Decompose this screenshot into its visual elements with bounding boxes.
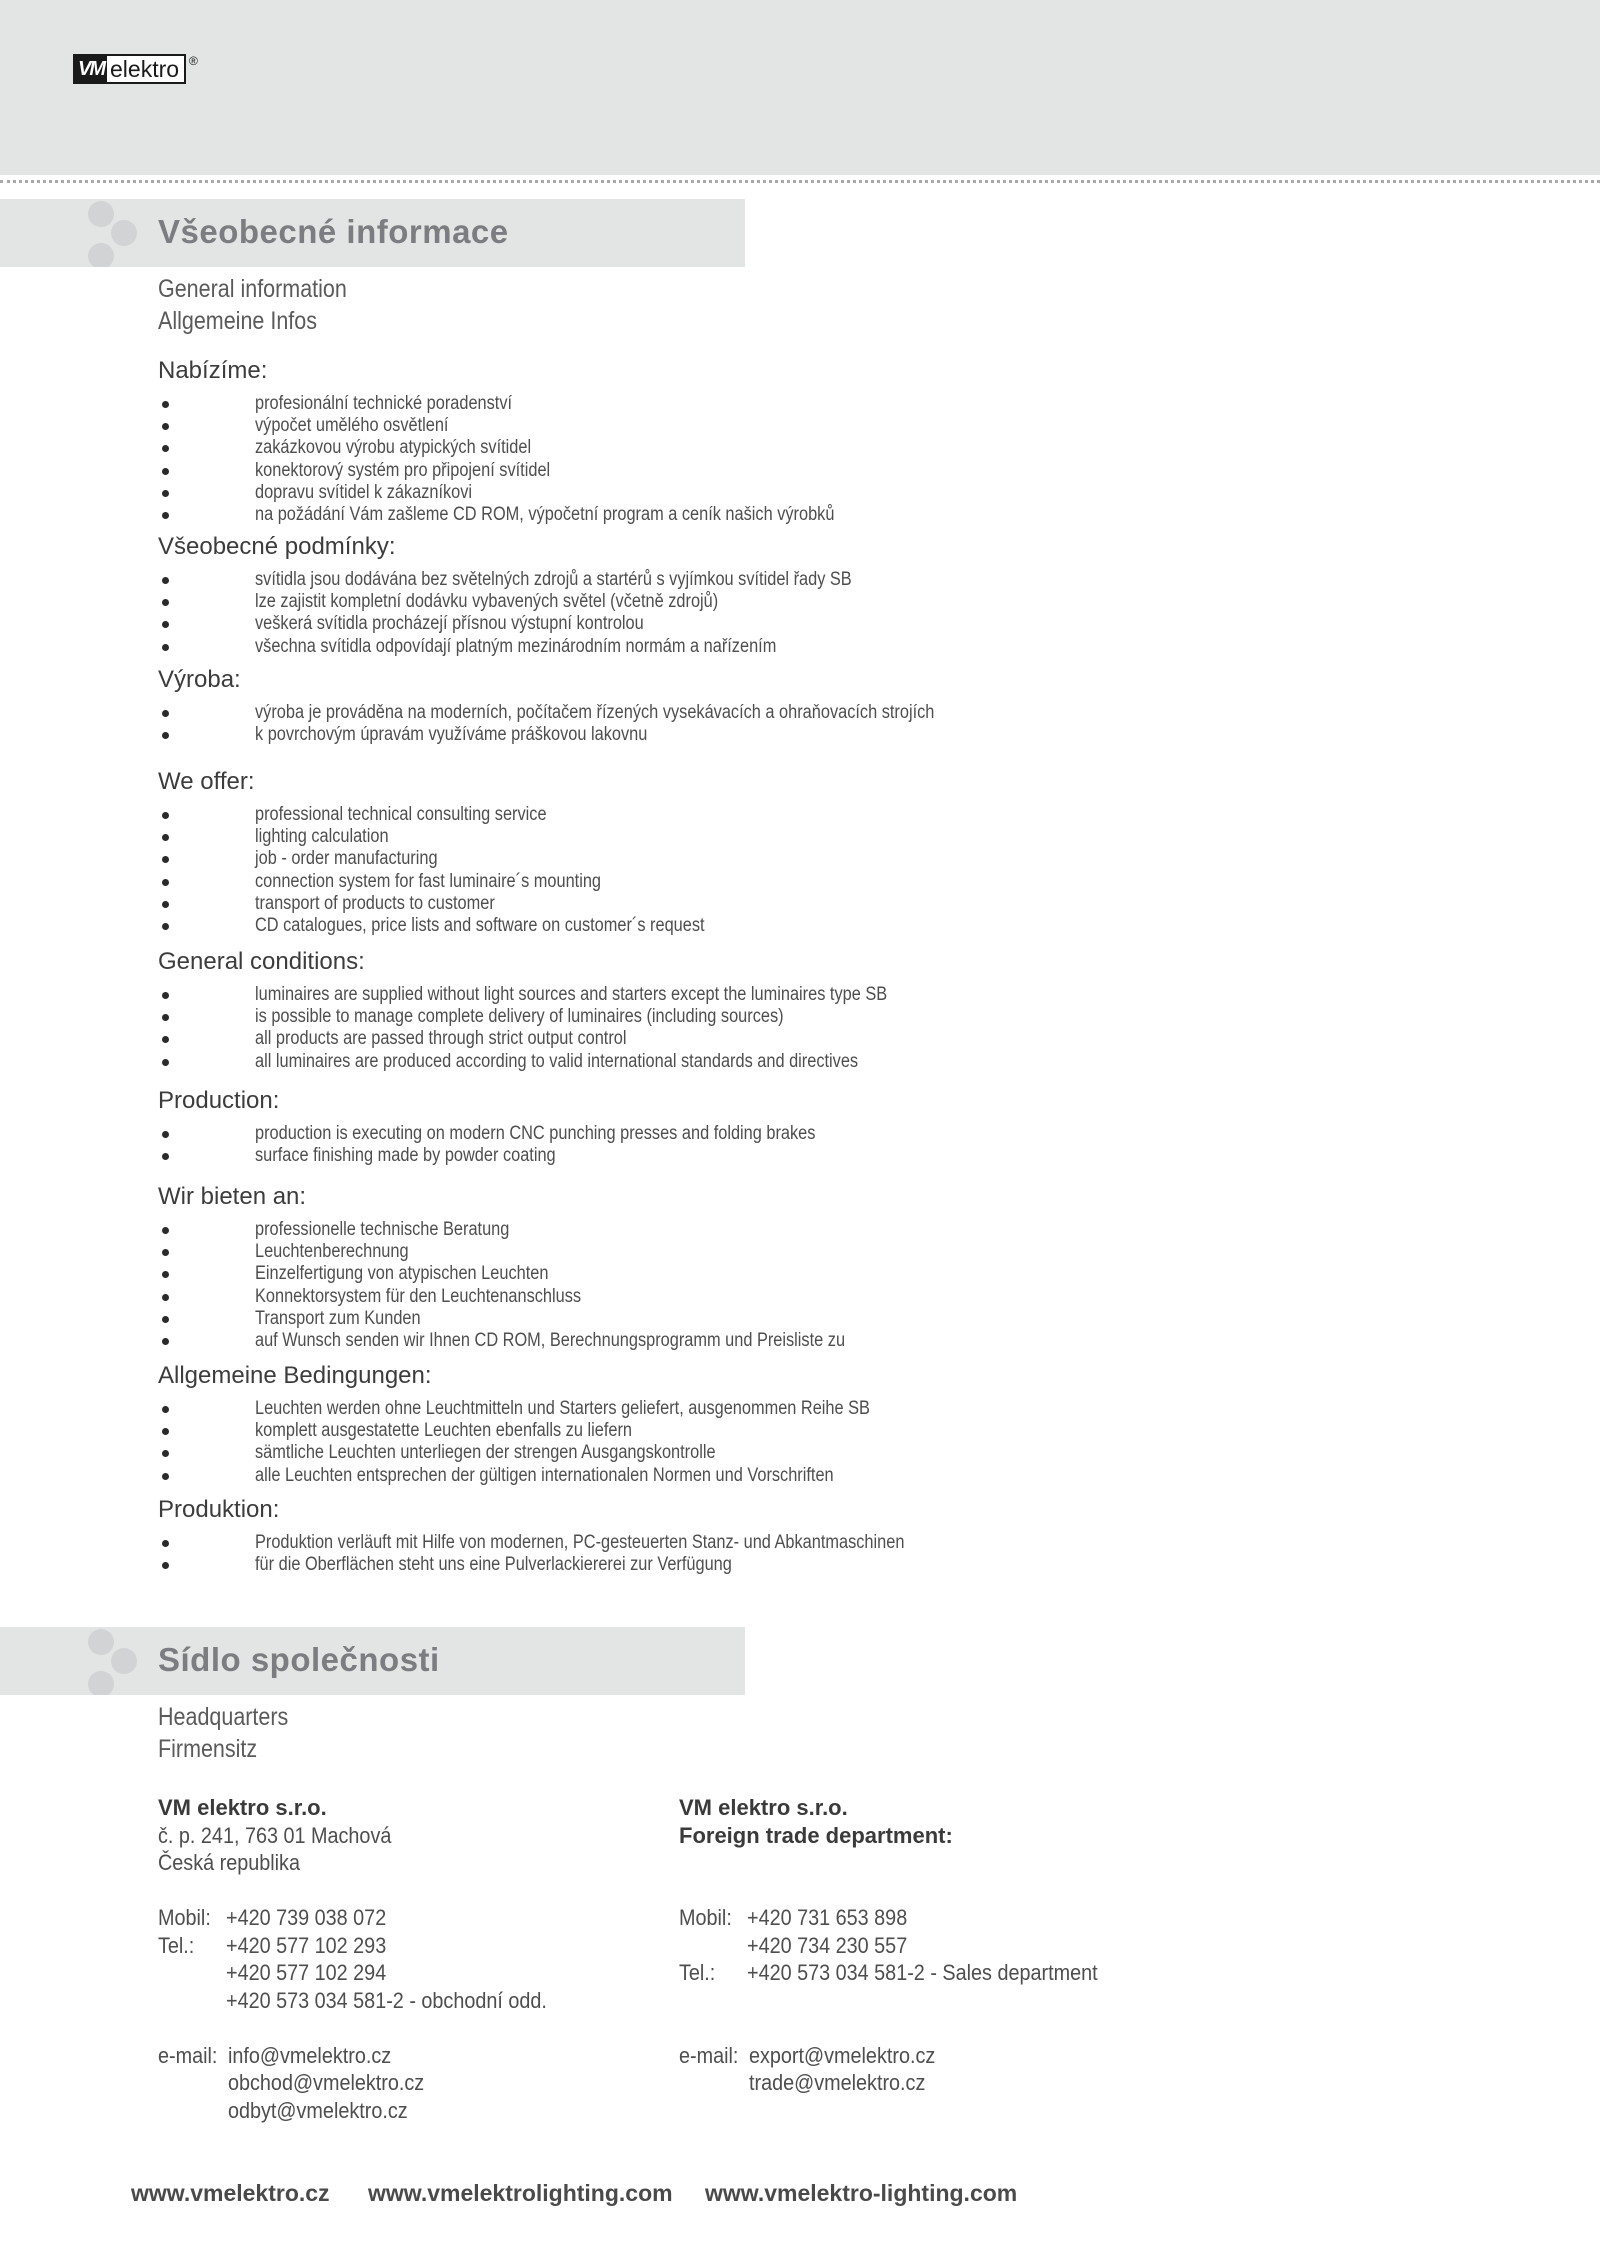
section-title-headquarters: Sídlo společnosti: [158, 1641, 440, 1678]
list-item-text: für die Oberflächen steht uns eine Pulverlackiererei zur Verfügung: [255, 1554, 732, 1576]
header-band: [0, 0, 1600, 175]
list-item-text: výroba je prováděna na moderních, počítačem řízených vysekávacích a ohraňovacích strojích: [255, 702, 935, 723]
list-item: [158, 871, 1058, 893]
email-label: e-mail:: [679, 2042, 739, 2068]
list-item: [158, 702, 1058, 724]
bullet-list: [158, 984, 1058, 1073]
email-link[interactable]: odbyt@vmelektro.cz: [228, 2097, 408, 2123]
list-item: [158, 1123, 1058, 1145]
list-item: [158, 1442, 1058, 1464]
street-address: č. p. 241, 763 01 Machová: [158, 1822, 392, 1848]
list-item: [158, 724, 1058, 746]
bullet-icon: [162, 1249, 169, 1256]
section-title-general: Všeobecné informace: [158, 213, 509, 250]
section-band-headquarters: [0, 1627, 745, 1695]
bullet-icon: [162, 599, 169, 606]
list-item-text: CD catalogues, price lists and software on customer´s request: [255, 914, 705, 936]
tel-number: +420 577 102 294: [226, 1960, 387, 1985]
bullet-icon: [162, 812, 169, 819]
section-subtitle-de: Allgemeine Infos: [158, 307, 317, 335]
list-item: [158, 504, 1058, 526]
bullet-icon: [162, 1562, 169, 1569]
list-item: [158, 826, 1058, 848]
list-item-text: auf Wunsch senden wir Ihnen CD ROM, Berechnungsprogramm und Preisliste zu: [255, 1329, 846, 1351]
bullet-icon: [162, 1406, 169, 1413]
group-heading: Všeobecné podmínky:: [158, 533, 396, 560]
email-label: e-mail:: [158, 2042, 218, 2068]
list-item-text: all luminaires are produced according to valid international standards and directives: [255, 1050, 859, 1072]
email-link[interactable]: info@vmelektro.cz: [228, 2042, 392, 2068]
list-item-text: connection system for fast luminaire´s mounting: [255, 870, 602, 892]
registered-mark: ®: [189, 54, 198, 68]
section-subtitle-en: General information: [158, 275, 347, 303]
list-item-text: surface finishing made by powder coating: [255, 1145, 556, 1167]
mobil-number: +420 734 230 557: [747, 1932, 908, 1958]
list-item-text: výpočet umělého osvětlení: [255, 415, 449, 437]
bullet-icon: [162, 490, 169, 497]
list-item: [158, 393, 1058, 415]
email-link[interactable]: trade@vmelektro.cz: [749, 2070, 926, 2095]
list-item: [158, 1219, 1058, 1241]
list-item-text: na požádání Vám zašleme CD ROM, výpočetní program a ceník našich výrobků: [255, 503, 835, 525]
bullet-icon: [162, 644, 169, 651]
bullet-icon: [162, 732, 169, 739]
hq-subtitle-en: Headquarters: [158, 1703, 289, 1731]
group-heading: Produktion:: [158, 1496, 280, 1523]
list-item-text: lze zajistit kompletní dodávku vybavených světel (včetně zdrojů): [255, 591, 719, 613]
bullet-list: [158, 393, 1058, 526]
bullet-icon: [162, 901, 169, 908]
logo-mark: VM: [75, 56, 107, 82]
list-item: [158, 1286, 1058, 1308]
bullet-list: [158, 1398, 1058, 1487]
list-item: [158, 482, 1058, 504]
bullet-icon: [162, 1059, 169, 1066]
address-block-foreign: [679, 1794, 1199, 2097]
list-item-text: dopravu svítidel k zákazníkovi: [255, 481, 473, 503]
list-item-text: svítidla jsou dodávána bez světelných zdrojů a startérů s vyjímkou svítidel řady SB: [255, 569, 852, 590]
bullet-icon: [162, 856, 169, 863]
bullet-icon: [162, 879, 169, 886]
bullet-icon: [162, 1473, 169, 1480]
bullet-icon: [162, 1540, 169, 1547]
list-item: [158, 460, 1058, 482]
list-item-text: production is executing on modern CNC punching presses and folding brakes: [255, 1123, 816, 1144]
list-item-text: professional technical consulting service: [255, 804, 547, 825]
list-item: [158, 1330, 1058, 1352]
list-item-text: Leuchten werden ohne Leuchtmitteln und Starters geliefert, ausgenommen Reihe SB: [255, 1398, 870, 1419]
list-item: [158, 1420, 1058, 1442]
logo-box: [73, 54, 186, 84]
mobil-number: +420 739 038 072: [226, 1905, 387, 1930]
decor-circle-icon: [88, 201, 114, 227]
group-heading: General conditions:: [158, 948, 365, 975]
bullet-list: [158, 1532, 1058, 1576]
email-link[interactable]: obchod@vmelektro.cz: [228, 2070, 425, 2095]
list-item: [158, 1241, 1058, 1263]
bullet-icon: [162, 1227, 169, 1234]
list-item-text: Konnektorsystem für den Leuchtenanschluss: [255, 1285, 582, 1307]
bullet-icon: [162, 1428, 169, 1435]
list-item-text: professionelle technische Beratung: [255, 1219, 510, 1240]
list-item: [158, 613, 1058, 635]
list-item-text: Leuchtenberechnung: [255, 1241, 409, 1263]
list-item: [158, 415, 1058, 437]
list-item: [158, 1554, 1058, 1576]
bullet-icon: [162, 621, 169, 628]
list-item: [158, 984, 1058, 1006]
bullet-list: [158, 1123, 1058, 1167]
list-item: [158, 1308, 1058, 1330]
bullet-icon: [162, 1131, 169, 1138]
list-item-text: zakázkovou výrobu atypických svítidel: [255, 437, 532, 459]
list-item: [158, 1263, 1058, 1285]
email-link[interactable]: export@vmelektro.cz: [749, 2042, 936, 2068]
footer-link-vmelektro-lighting[interactable]: www.vmelektro-lighting.com: [705, 2180, 1018, 2206]
list-item: [158, 848, 1058, 870]
group-heading: We offer:: [158, 768, 255, 795]
bullet-list: [158, 804, 1058, 937]
decor-circle-icon: [111, 220, 137, 246]
decor-circle-icon: [88, 1671, 114, 1695]
list-item-text: k povrchovým úpravám využíváme práškovou lakovnu: [255, 724, 648, 746]
bullet-icon: [162, 401, 169, 408]
list-item: [158, 1398, 1058, 1420]
mobil-label: Mobil:: [679, 1905, 732, 1930]
list-item-text: is possible to manage complete delivery of luminaires (including sources): [255, 1006, 784, 1028]
bullet-icon: [162, 512, 169, 519]
bullet-icon: [162, 577, 169, 584]
tel-number: +420 573 034 581-2 - Sales department: [747, 1960, 1098, 1985]
bullet-icon: [162, 923, 169, 930]
bullet-icon: [162, 1450, 169, 1457]
list-item-text: Produktion verläuft mit Hilfe von modernen, PC-gesteuerten Stanz- und Abkantmaschinen: [255, 1532, 905, 1553]
list-item-text: všechna svítidla odpovídají platným mezinárodním normám a nařízením: [255, 635, 777, 657]
decor-circle-icon: [88, 243, 114, 267]
bullet-icon: [162, 992, 169, 999]
list-item-text: Einzelfertigung von atypischen Leuchten: [255, 1263, 549, 1285]
list-item: [158, 1006, 1058, 1028]
list-item: [158, 1532, 1058, 1554]
bullet-icon: [162, 468, 169, 475]
group-heading: Allgemeine Bedingungen:: [158, 1362, 432, 1389]
list-item: [158, 636, 1058, 658]
list-item: [158, 591, 1058, 613]
list-item-text: Transport zum Kunden: [255, 1307, 421, 1329]
bullet-icon: [162, 1338, 169, 1345]
list-item-text: sämtliche Leuchten unterliegen der strengen Ausgangskontrolle: [255, 1442, 716, 1464]
logo-text: elektro: [107, 56, 184, 82]
list-item-text: profesionální technické poradenství: [255, 393, 513, 414]
bullet-list: [158, 569, 1058, 658]
list-item-text: veškerá svítidla procházejí přísnou výstupní kontrolou: [255, 613, 644, 635]
section-band-general: [0, 199, 745, 267]
tel-number: +420 577 102 293: [226, 1932, 387, 1958]
list-item: [158, 1465, 1058, 1487]
decor-circle-icon: [88, 1629, 114, 1655]
list-item: [158, 915, 1058, 937]
list-item: [158, 1145, 1058, 1167]
bullet-icon: [162, 1153, 169, 1160]
list-item: [158, 804, 1058, 826]
list-item-text: luminaires are supplied without light sources and starters except the luminaires type SB: [255, 984, 888, 1005]
bullet-icon: [162, 710, 169, 717]
list-item-text: alle Leuchten entsprechen der gültigen internationalen Normen und Vorschriften: [255, 1464, 834, 1486]
mobil-label: Mobil:: [158, 1905, 211, 1930]
bullet-list: [158, 702, 1058, 746]
address-block-main: [158, 1794, 658, 2124]
bullet-icon: [162, 423, 169, 430]
hq-subtitle-de: Firmensitz: [158, 1735, 258, 1763]
footer-link-vmelektro[interactable]: www.vmelektro.cz: [131, 2180, 330, 2206]
dotted-divider: [0, 180, 1600, 183]
footer-links: [131, 2180, 1131, 2212]
country: Česká republika: [158, 1850, 300, 1875]
group-heading: Production:: [158, 1087, 280, 1114]
company-name: VM elektro s.r.o.: [679, 1795, 848, 1820]
list-item: [158, 893, 1058, 915]
group-heading: Výroba:: [158, 666, 241, 693]
tel-number: +420 573 034 581-2 - obchodní odd.: [226, 1987, 547, 2013]
bullet-icon: [162, 1271, 169, 1278]
decor-circle-icon: [111, 1648, 137, 1674]
list-item-text: komplett ausgestatette Leuchten ebenfalls zu liefern: [255, 1420, 632, 1442]
bullet-icon: [162, 1036, 169, 1043]
company-logo: [73, 54, 198, 84]
list-item-text: konektorový systém pro připojení svítidel: [255, 459, 551, 481]
list-item: [158, 1028, 1058, 1050]
list-item: [158, 437, 1058, 459]
list-item: [158, 1051, 1058, 1073]
footer-link-vmelektrolighting[interactable]: www.vmelektrolighting.com: [368, 2180, 673, 2206]
department-name: Foreign trade department:: [679, 1822, 953, 1848]
bullet-list: [158, 1219, 1058, 1352]
bullet-icon: [162, 1294, 169, 1301]
bullet-icon: [162, 1316, 169, 1323]
list-item-text: job - order manufacturing: [255, 848, 438, 870]
mobil-number: +420 731 653 898: [747, 1905, 908, 1930]
list-item: [158, 569, 1058, 591]
bullet-icon: [162, 445, 169, 452]
list-item-text: all products are passed through strict output control: [255, 1028, 627, 1050]
group-heading: Nabízíme:: [158, 357, 268, 384]
tel-label: Tel.:: [158, 1932, 195, 1958]
list-item-text: lighting calculation: [255, 826, 389, 848]
tel-label: Tel.:: [679, 1960, 716, 1985]
list-item-text: transport of products to customer: [255, 892, 495, 914]
bullet-icon: [162, 834, 169, 841]
company-name: VM elektro s.r.o.: [158, 1795, 327, 1820]
bullet-icon: [162, 1014, 169, 1021]
group-heading: Wir bieten an:: [158, 1183, 307, 1210]
